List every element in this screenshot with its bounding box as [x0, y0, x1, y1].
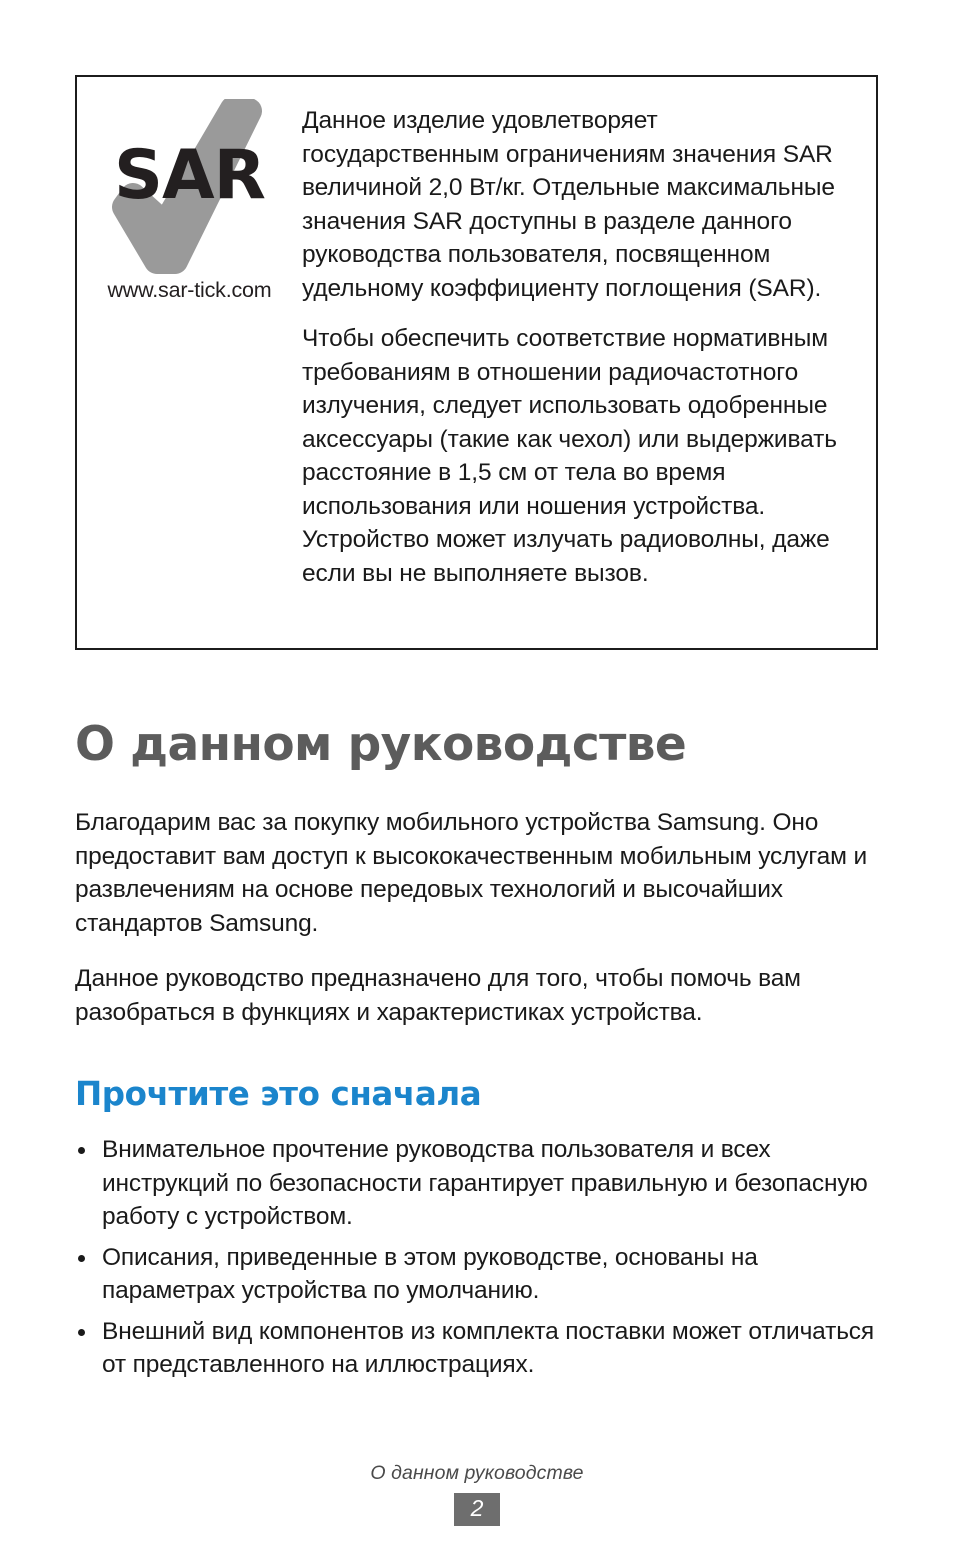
sar-url-label: www.sar-tick.com: [107, 278, 272, 302]
sar-logo: [97, 99, 282, 274]
intro-paragraph-1: Благодарим вас за покупку мобильного устройства Samsung. Оно предоставит вам доступ к высококачественным мобильным услугам и развлечениям на основе передовых технологий и высочайших стандартов Samsung.: [75, 809, 867, 937]
list-item: Внимательное прочтение руководства пользователя и всех инструкций по безопасности гарантирует правильную и безопасную работу с устройством.: [75, 1133, 890, 1234]
sar-paragraph-1: Данное изделие удовлетворяет государственным ограничениям значения SAR величиной 2,0 Вт/кг. Отдельные максимальные значения SAR доступны в разделе данного руководства пользователя, посвященном удельному коэффициенту поглощения (SAR).: [302, 107, 835, 302]
read-first-bullet-list: [75, 1133, 890, 1382]
sar-notice-box: [75, 75, 878, 650]
page-title: О данном руководстве: [75, 717, 687, 772]
page-number-badge: 2: [454, 1493, 500, 1526]
list-item: Описания, приведенные в этом руководстве, основаны на параметрах устройства по умолчанию.: [75, 1241, 890, 1308]
page-footer: [0, 1462, 954, 1526]
footer-caption: О данном руководстве: [370, 1462, 584, 1484]
sar-notice-text: [302, 77, 876, 590]
list-item: Внешний вид компонентов из комплекта поставки может отличаться от представленного на иллюстрациях.: [75, 1315, 890, 1382]
main-content: [75, 718, 890, 1389]
intro-paragraph-2: Данное руководство предназначено для того, чтобы помочь вам разобраться в функциях и характеристиках устройства.: [75, 965, 801, 1026]
sar-logo-column: [77, 77, 302, 303]
sar-wordmark: SAR: [114, 136, 265, 215]
sar-paragraph-2: Чтобы обеспечить соответствие нормативным требованиям в отношении радиочастотного излучения, следует использовать одобренные аксессуары (такие как чехол) или выдерживать расстояние в 1,5 см от тела во время использования или ношения устройства. Устройство может излучать радиоволны, даже если вы не выполняете вызов.: [302, 325, 837, 587]
section-title-read-first: Прочтите это сначала: [75, 1075, 482, 1113]
